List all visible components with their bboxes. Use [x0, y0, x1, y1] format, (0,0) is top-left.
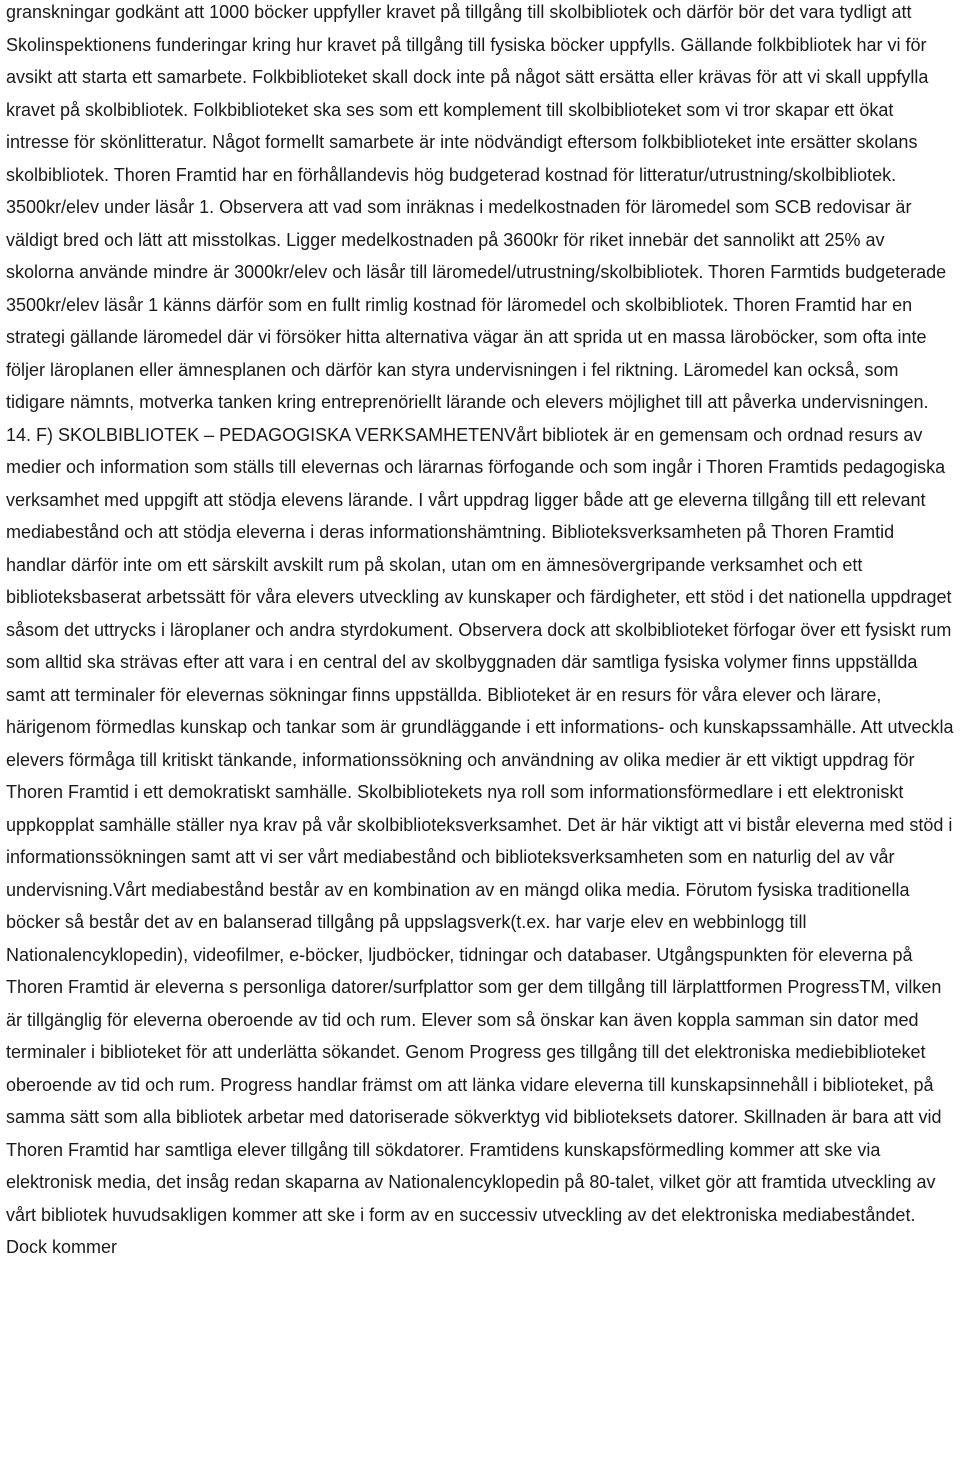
- body-paragraph: granskningar godkänt att 1000 böcker uppfyller kravet på tillgång till skolbibliotek och därför bör det vara tydligt att Skolinspektionens funderingar kring hur kravet på tillgång till fysiska böcker uppfylls. Gällande folkbibliotek har vi för avsikt att starta ett samarbete. Folkbiblioteket skall dock inte på något sätt ersätta eller krävas för att vi skall uppfylla kravet på skolbibliotek. Folkbiblioteket ska ses som ett komplement till skolbiblioteket som vi tror skapar ett ökat intresse för skönlitteratur. Något formellt samarbete är inte nödvändigt eftersom folkbiblioteket inte ersätter skolans skolbibliotek. Thoren Framtid har en förhållandevis hög budgeterad kostnad för litteratur/utrustning/skolbibliotek. 3500kr/elev under läsår 1. Observera att vad som inräknas i medelkostnaden för läromedel som SCB redovisar är väldigt bred och lätt att misstolkas. Ligger medelkostnaden på 3600kr för riket innebär det sannolikt att 25% av skolorna använde mindre är 3000kr/elev och läsår till läromedel/utrustning/skolbibliotek. Thoren Farmtids budgeterade 3500kr/elev läsår 1 känns därför som en fullt rimlig kostnad för läromedel och skolbibliotek. Thoren Framtid har en strategi gällande läromedel där vi försöker hitta alternativa vägar än att sprida ut en massa läroböcker, som ofta inte följer läroplanen eller ämnesplanen och därför kan styra undervisningen i fel riktning. Läromedel kan också, som tidigare nämnts, motverka tanken kring entreprenöriellt lärande och elevers möjlighet till att påverka undervisningen. 14. F) SKOLBIBLIOTEK – PEDAGOGISKA VERKSAMHETENVårt bibliotek är en gemensam och ordnad resurs av medier och information som ställs till elevernas och lärarnas förfogande och som ingår i Thoren Framtids pedagogiska verksamhet med uppgift att stödja elevens lärande. I vårt uppdrag ligger både att ge eleverna tillgång till ett relevant mediabestånd och att stödja eleverna i deras informationshämtning. Biblioteksverksamheten på Thoren Framtid handlar därför inte om ett särskilt avskilt rum på skolan, utan om en ämnesövergripande verksamhet och ett biblioteksbaserat arbetssätt för våra elevers utveckling av kunskaper och färdigheter, ett stöd i det nationella uppdraget såsom det uttrycks i läroplaner och andra styrdokument. Observera dock att skolbiblioteket förfogar över ett fysiskt rum som alltid ska strävas efter att vara i en central del av skolbyggnaden där samtliga fysiska volymer finns uppställda samt att terminaler för elevernas sökningar finns uppställda. Biblioteket är en resurs för våra elever och lärare, härigenom förmedlas kunskap och tankar som är grundläggande i ett informations- och kunskapssamhälle. Att utveckla elevers förmåga till kritiskt tänkande, informationssökning och användning av olika medier är ett viktigt uppdrag för Thoren Framtid i ett demokratiskt samhälle. Skolbibliotekets nya roll som informationsförmedlare i ett elektroniskt uppkopplat samhälle ställer nya krav på vår skolbiblioteksverksamhet. Det är här viktigt att vi bistår eleverna med stöd i informationssökningen samt att vi ser vårt mediabestånd och biblioteksverksamheten som en naturlig del av vår undervisning.Vårt mediabestånd består av en kombination av en mängd olika media. Förutom fysiska traditionella böcker så består det av en balanserad tillgång på uppslagsverk(t.ex. har varje elev en webbinlogg till Nationalencyklopedin), videofilmer, e-böcker, ljudböcker, tidningar och databaser. Utgångspunkten för eleverna på Thoren Framtid är eleverna s personliga datorer/surfplattor som ger dem tillgång till lärplattformen ProgressTM, vilken är tillgänglig för eleverna oberoende av tid och rum. Elever som så önskar kan även koppla samman sin dator med terminaler i biblioteket för att underlätta sökandet. Genom Progress ges tillgång till det elektroniska mediebiblioteket oberoende av tid och rum. Progress handlar främst om att länka vidare eleverna till kunskapsinnehåll i biblioteket, på samma sätt som alla bibliotek arbetar med datoriserade sökverktyg vid biblioteksets datorer. Skillnaden är bara att vid Thoren Framtid har samtliga elever tillgång till sökdatorer. Framtidens kunskapsförmedling kommer att ske via elektronisk media, det insåg redan skaparna av Nationalencyklopedin på 80-talet, vilket gör att framtida utveckling av vårt bibliotek huvudsakligen kommer att ske i form av en successiv utveckling av det elektroniska mediabeståndet. Dock kommer: [6, 2, 954, 1257]
